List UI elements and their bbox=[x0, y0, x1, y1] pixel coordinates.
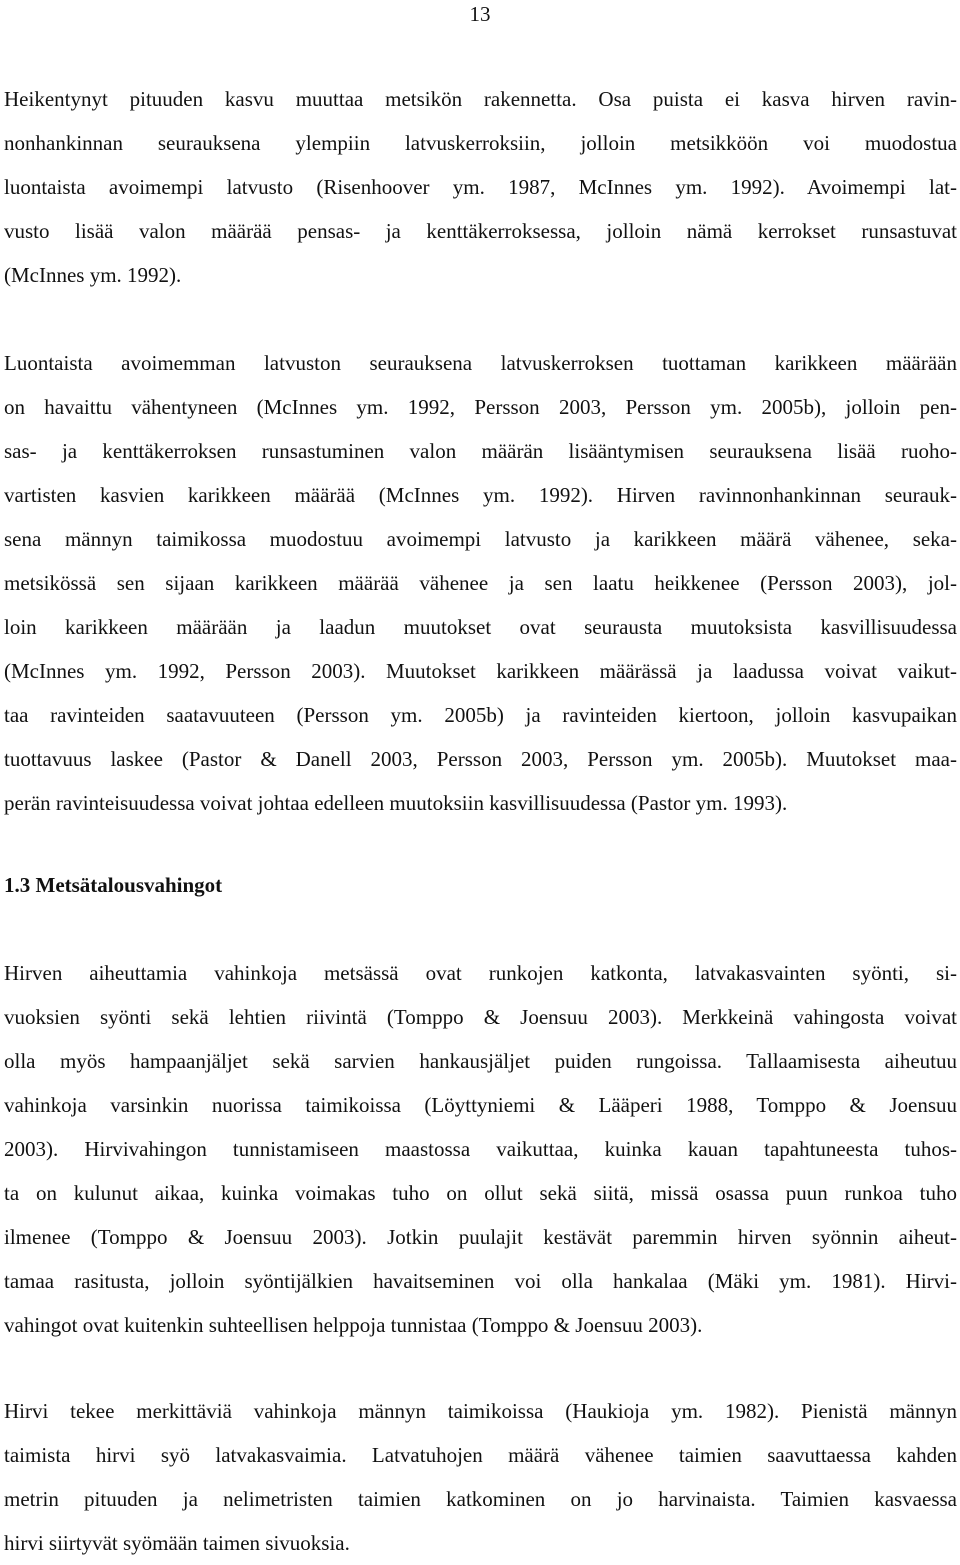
text-line: luontaista avoimempi latvusto (Risenhoover ym. 1987, McInnes ym. 1992). Avoimempi lat- bbox=[4, 175, 957, 199]
text-line: nonhankinnan seurauksena ylempiin latvuskerroksiin, jolloin metsikköön voi muodostua bbox=[4, 131, 957, 155]
section-heading: 1.3 Metsätalousvahingot bbox=[4, 873, 223, 897]
text-line: taa ravinteiden saatavuuteen (Persson ym. 2005b) ja ravinteiden kiertoon, jolloin kasvupaikan bbox=[4, 703, 957, 727]
text-line: tamaa rasitusta, jolloin syöntijälkien havaitseminen voi olla hankalaa (Mäki ym. 1981). Hirvi- bbox=[4, 1269, 957, 1293]
paragraph-2 bbox=[4, 341, 957, 825]
text-line: sas- ja kenttäkerroksen runsastuminen valon määrän lisääntymisen seurauksena lisää ruoho- bbox=[4, 439, 957, 463]
text-line: hirvi siirtyvät syömään taimen sivuoksia. bbox=[4, 1531, 350, 1555]
text-line: perän ravinteisuudessa voivat johtaa edelleen muutoksiin kasvillisuudessa (Pastor ym. 1993). bbox=[4, 791, 788, 815]
text-line: metrin pituuden ja nelimetristen taimien katkominen on jo harvinaista. Taimien kasvaessa bbox=[4, 1487, 957, 1511]
paragraph-text bbox=[4, 341, 957, 825]
text-line: ta on kulunut aikaa, kuinka voimakas tuho on ollut sekä siitä, missä osassa puun runkoa tuho bbox=[4, 1181, 957, 1205]
text-line: olla myös hampaanjäljet sekä sarvien hankausjäljet puiden rungoissa. Tallaamisesta aiheutuu bbox=[4, 1049, 957, 1073]
text-line: Hirvi tekee merkittäviä vahinkoja männyn taimikoissa (Haukioja ym. 1982). Pienistä männyn bbox=[4, 1399, 957, 1423]
text-line: (McInnes ym. 1992, Persson 2003). Muutokset karikkeen määrässä ja laadussa voivat vaikut- bbox=[4, 659, 957, 683]
text-line: Hirven aiheuttamia vahinkoja metsässä ovat runkojen katkonta, latvakasvainten syönti, si- bbox=[4, 961, 957, 985]
paragraph-text bbox=[4, 1389, 957, 1565]
page-number: 13 bbox=[469, 2, 491, 26]
text-line: taimista hirvi syö latvakasvaimia. Latvatuhojen määrä vähenee taimien saavuttaessa kahden bbox=[4, 1443, 957, 1467]
text-line: Luontaista avoimemman latvuston seurauksena latvuskerroksen tuottaman karikkeen määrään bbox=[4, 351, 957, 375]
text-line: sena männyn taimikossa muodostuu avoimempi latvusto ja karikkeen määrä vähenee, seka- bbox=[4, 527, 957, 551]
text-line: 2003). Hirvivahingon tunnistamiseen maastossa vaikuttaa, kuinka kauan tapahtuneesta tuhos- bbox=[4, 1137, 957, 1161]
paragraph-3 bbox=[4, 951, 957, 1347]
text-line: ilmenee (Tomppo & Joensuu 2003). Jotkin puulajit kestävät paremmin hirven syönnin aiheut- bbox=[4, 1225, 957, 1249]
text-line: vusto lisää valon määrää pensas- ja kenttäkerroksessa, jolloin nämä kerrokset runsastuvat bbox=[4, 219, 957, 243]
paragraph-4 bbox=[4, 1389, 957, 1565]
text-line: Heikentynyt pituuden kasvu muuttaa metsikön rakennetta. Osa puista ei kasva hirven ravin- bbox=[4, 87, 957, 111]
paragraph-text bbox=[4, 77, 957, 297]
paragraph-text bbox=[4, 951, 957, 1347]
text-line: (McInnes ym. 1992). bbox=[4, 263, 182, 287]
text-line: vartisten kasvien karikkeen määrää (McInnes ym. 1992). Hirven ravinnonhankinnan seurauk- bbox=[4, 483, 957, 507]
text-line: vahinkoja varsinkin nuorissa taimikoissa (Löyttyniemi & Lääperi 1988, Tomppo & Joensuu bbox=[4, 1093, 957, 1117]
text-line: loin karikkeen määrään ja laadun muutokset ovat seurausta muutoksista kasvillisuudessa bbox=[4, 615, 957, 639]
text-line: vuoksien syönti sekä lehtien riivintä (Tomppo & Joensuu 2003). Merkkeinä vahingosta voivat bbox=[4, 1005, 957, 1029]
text-line: vahingot ovat kuitenkin suhteellisen helppoja tunnistaa (Tomppo & Joensuu 2003). bbox=[4, 1313, 703, 1337]
text-line: metsikössä sen sijaan karikkeen määrää vähenee ja sen laatu heikkenee (Persson 2003), jol- bbox=[4, 571, 957, 595]
paragraph-1 bbox=[4, 77, 957, 297]
text-line: on havaittu vähentyneen (McInnes ym. 1992, Persson 2003, Persson ym. 2005b), jolloin pen- bbox=[4, 395, 957, 419]
text-line: tuottavuus laskee (Pastor & Danell 2003, Persson 2003, Persson ym. 2005b). Muutokset maa- bbox=[4, 747, 957, 771]
